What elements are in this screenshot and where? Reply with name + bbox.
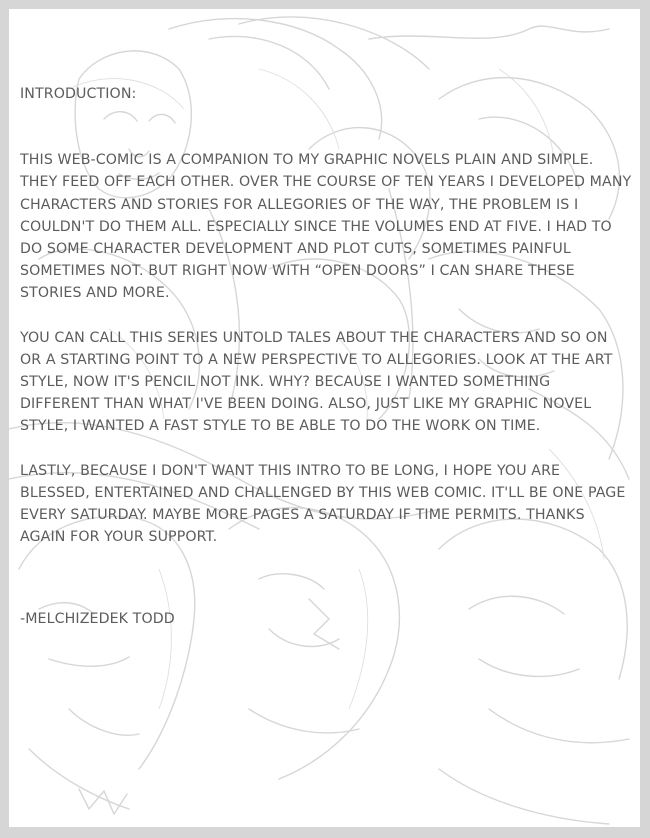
comic-page (9, 9, 640, 827)
author-signature: -MELCHIZEDEK TODD (20, 611, 175, 628)
intro-paragraph-1: THIS WEB-COMIC IS A COMPANION TO MY GRAPHIC NOVELS PLAIN AND SIMPLE. THEY FEED OFF EACH OTHER. OVER THE COURSE OF TEN YEARS I DEVELOPED MANY CHARACTERS AND STORIES FOR ALLEGORIES OF THE WAY, THE PROBLEM IS I COULDN'T DO THEM ALL. ESPECIALLY SINCE THE VOLUMES END AT FIVE. I HAD TO DO SOME CHARACTER DEVELOPMENT AND PLOT CUTS, SOMETIMES PAINFUL SOMETIMES NOT. BUT RIGHT NOW WITH “OPEN DOORS” I CAN SHARE THESE STORIES AND MORE. (20, 152, 632, 302)
introduction-text (20, 83, 632, 653)
intro-paragraph-2: YOU CAN CALL THIS SERIES UNTOLD TALES ABOUT THE CHARACTERS AND SO ON OR A STARTING POINT TO A NEW PERSPECTIVE TO ALLEGORIES. LOOK AT THE ART STYLE, NOW IT'S PENCIL NOT INK. WHY? BECAUSE I WANTED SOMETHING DIFFERENT THAN WHAT I'VE BEEN DOING. ALSO, JUST LIKE MY GRAPHIC NOVEL STYLE, I WANTED A FAST STYLE TO BE ABLE TO DO THE WORK ON TIME. (20, 329, 613, 435)
intro-paragraph-3: LASTLY, BECAUSE I DON'T WANT THIS INTRO TO BE LONG, I HOPE YOU ARE BLESSED, ENTERTAINED AND CHALLENGED BY THIS WEB COMIC. IT'LL BE ONE PAGE EVERY SATURDAY. MAYBE MORE PAGES A SATURDAY IF TIME PERMITS. THANKS AGAIN FOR YOUR SUPPORT. (20, 462, 626, 546)
intro-heading: INTRODUCTION: (20, 86, 137, 102)
